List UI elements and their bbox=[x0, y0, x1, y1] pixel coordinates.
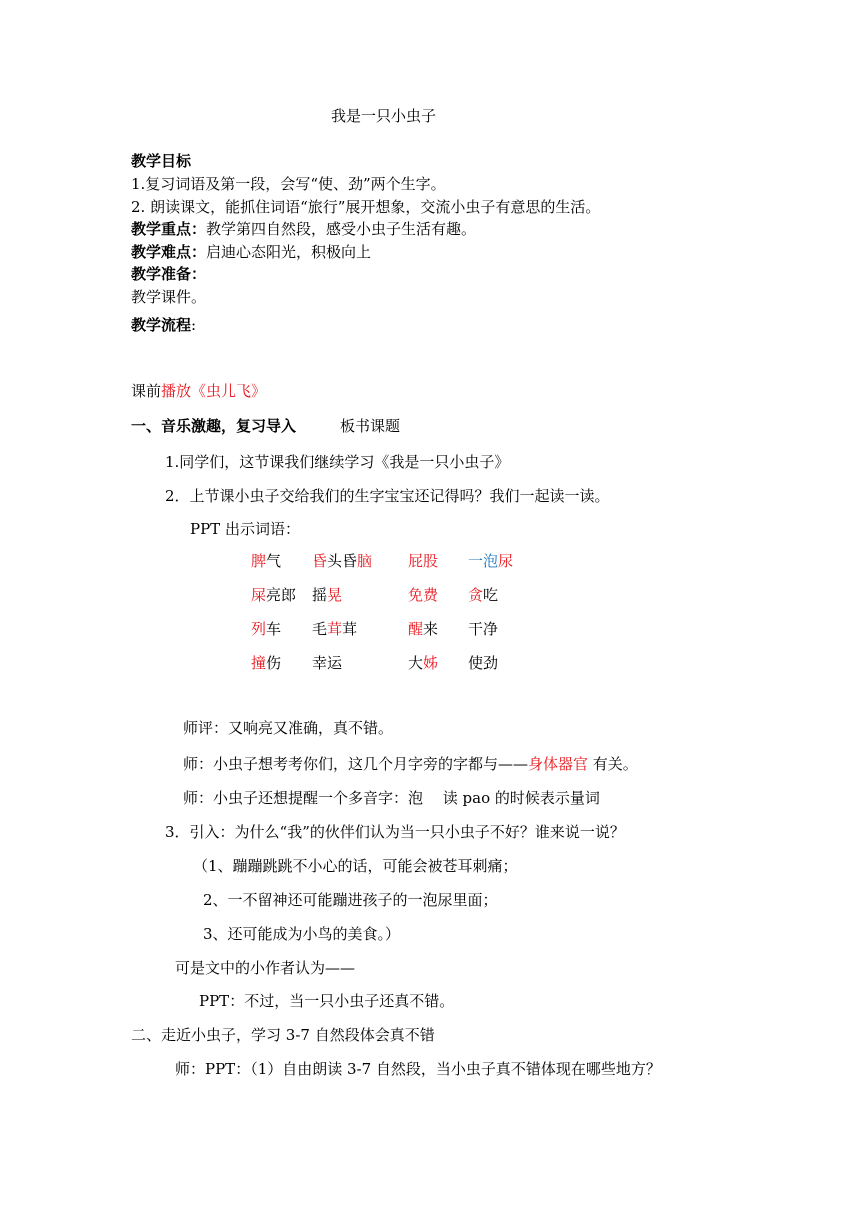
vocab-word bbox=[251, 619, 281, 639]
teacher-line-2 bbox=[183, 754, 638, 774]
difficulty-text: 启迪心态阳光，积极向上 bbox=[206, 243, 372, 261]
vocab-char: 姊 bbox=[423, 654, 439, 672]
difficulty bbox=[131, 242, 371, 262]
vocab-char: 吃 bbox=[483, 586, 499, 604]
s2-teacher: 师：PPT：（1）自由朗读 3-7 自然段，当小虫子真不错体现在哪些地方？ bbox=[175, 1060, 661, 1078]
flow-heading bbox=[131, 315, 196, 335]
flow-colon: : bbox=[191, 316, 197, 334]
key-point bbox=[131, 219, 476, 239]
vocab-word bbox=[312, 585, 342, 605]
flow-label: 教学流程 bbox=[131, 316, 192, 334]
pre-class-song: 播放《虫儿飞》 bbox=[161, 382, 267, 400]
vocab-char: 撞 bbox=[251, 654, 267, 672]
vocab-char: 茸 bbox=[342, 620, 358, 638]
vocab-char: 摇 bbox=[312, 586, 328, 604]
vocab-char: 醒 bbox=[408, 620, 424, 638]
vocab-word bbox=[468, 551, 513, 571]
pre-class bbox=[131, 381, 266, 401]
vocab-char: 脾 bbox=[251, 552, 267, 570]
vocab-word bbox=[468, 653, 498, 673]
teacher-line-2-suffix: 有关。 bbox=[588, 755, 638, 773]
vocab-char: 泡 bbox=[483, 552, 499, 570]
s1-item-3: 3．引入：为什么“我”的伙伴们认为当一只小虫子不好？谁来说一说？ bbox=[165, 823, 625, 841]
vocab-word bbox=[251, 653, 281, 673]
vocab-word bbox=[312, 619, 357, 639]
pre-class-prefix: 课前 bbox=[131, 382, 162, 400]
vocab-word bbox=[312, 653, 342, 673]
vocab-char: 气 bbox=[266, 552, 282, 570]
teacher-eval: 师评：又响亮又准确，真不错。 bbox=[183, 719, 394, 737]
ppt-words-label: PPT 出示词语： bbox=[190, 520, 300, 538]
vocab-word bbox=[408, 551, 438, 571]
vocab-char: 贪 bbox=[468, 586, 484, 604]
vocab-char: 来 bbox=[423, 620, 439, 638]
vocab-char: 使劲 bbox=[468, 654, 499, 672]
teacher-line-2-prefix: 师：小虫子想考考你们，这几个月字旁的字都与—— bbox=[183, 755, 529, 773]
vocab-word bbox=[408, 585, 438, 605]
vocab-char: 大 bbox=[408, 654, 424, 672]
vocab-char: 干净 bbox=[468, 620, 499, 638]
vocab-char: 列 bbox=[251, 620, 267, 638]
difficulty-label: 教学难点： bbox=[131, 243, 207, 261]
reason-2: 2、一不留神还可能蹦进孩子的一泡尿里面； bbox=[203, 891, 498, 909]
vocab-char: 屎 bbox=[251, 586, 267, 604]
vocab-char: 幸运 bbox=[312, 654, 343, 672]
vocab-char: 昏 bbox=[312, 552, 328, 570]
vocab-word bbox=[468, 585, 498, 605]
section-1-note: 板书课题 bbox=[340, 417, 401, 435]
vocab-word bbox=[408, 653, 438, 673]
prep-label: 教学准备： bbox=[131, 265, 207, 283]
vocab-char: 茸 bbox=[327, 620, 343, 638]
section-1-title: 一、音乐激趣，复习导入 bbox=[131, 417, 297, 435]
vocab-word bbox=[251, 585, 296, 605]
teacher-line-2-highlight: 身体器官 bbox=[528, 755, 589, 773]
vocab-char: 一 bbox=[468, 552, 484, 570]
vocab-char: 尿 bbox=[498, 552, 514, 570]
s1-item-2: 2．上节课小虫子交给我们的生字宝宝还记得吗？我们一起读一读。 bbox=[165, 487, 610, 505]
page-title: 我是一只小虫子 bbox=[331, 107, 437, 125]
vocab-char: 免费 bbox=[408, 586, 439, 604]
vocab-char: 伤 bbox=[266, 654, 282, 672]
section-2-heading: 二、走近小虫子，学习 3-7 自然段体会真不错 bbox=[131, 1026, 435, 1044]
teacher-line-3: 师：小虫子还想提醒一个多音字：泡 读 pao 的时候表示量词 bbox=[183, 789, 600, 807]
vocab-word bbox=[312, 551, 372, 571]
reason-1: （1、蹦蹦跳跳不小心的话，可能会被苍耳刺痛； bbox=[193, 857, 518, 875]
vocab-word bbox=[408, 619, 438, 639]
goal-2: 2. 朗读课文，能抓住词语“旅行”展开想象，交流小虫子有意思的生活。 bbox=[131, 198, 601, 216]
vocab-char: 车 bbox=[266, 620, 282, 638]
s1-item-1: 1.同学们，这节课我们继续学习《我是一只小虫子》 bbox=[165, 453, 510, 471]
goals-heading: 教学目标 bbox=[131, 152, 192, 170]
vocab-char: 晃 bbox=[327, 586, 343, 604]
goal-1: 1.复习词语及第一段，会写“使、劲”两个生字。 bbox=[131, 175, 446, 193]
but-author: 可是文中的小作者认为—— bbox=[175, 959, 356, 977]
reason-3: 3、还可能成为小鸟的美食。） bbox=[203, 925, 401, 943]
key-point-label: 教学重点： bbox=[131, 220, 207, 238]
vocab-char: 亮郎 bbox=[266, 586, 297, 604]
vocab-word bbox=[468, 619, 498, 639]
vocab-char: 屁股 bbox=[408, 552, 439, 570]
vocab-char: 头昏 bbox=[327, 552, 358, 570]
key-point-text: 教学第四自然段，感受小虫子生活有趣。 bbox=[206, 220, 477, 238]
ppt-not-bad: PPT：不过，当一只小虫子还真不错。 bbox=[199, 992, 455, 1010]
prep-text: 教学课件。 bbox=[131, 288, 207, 306]
vocab-char: 脑 bbox=[357, 552, 373, 570]
section-1-heading bbox=[131, 416, 400, 436]
vocab-word bbox=[251, 551, 281, 571]
vocab-char: 毛 bbox=[312, 620, 328, 638]
